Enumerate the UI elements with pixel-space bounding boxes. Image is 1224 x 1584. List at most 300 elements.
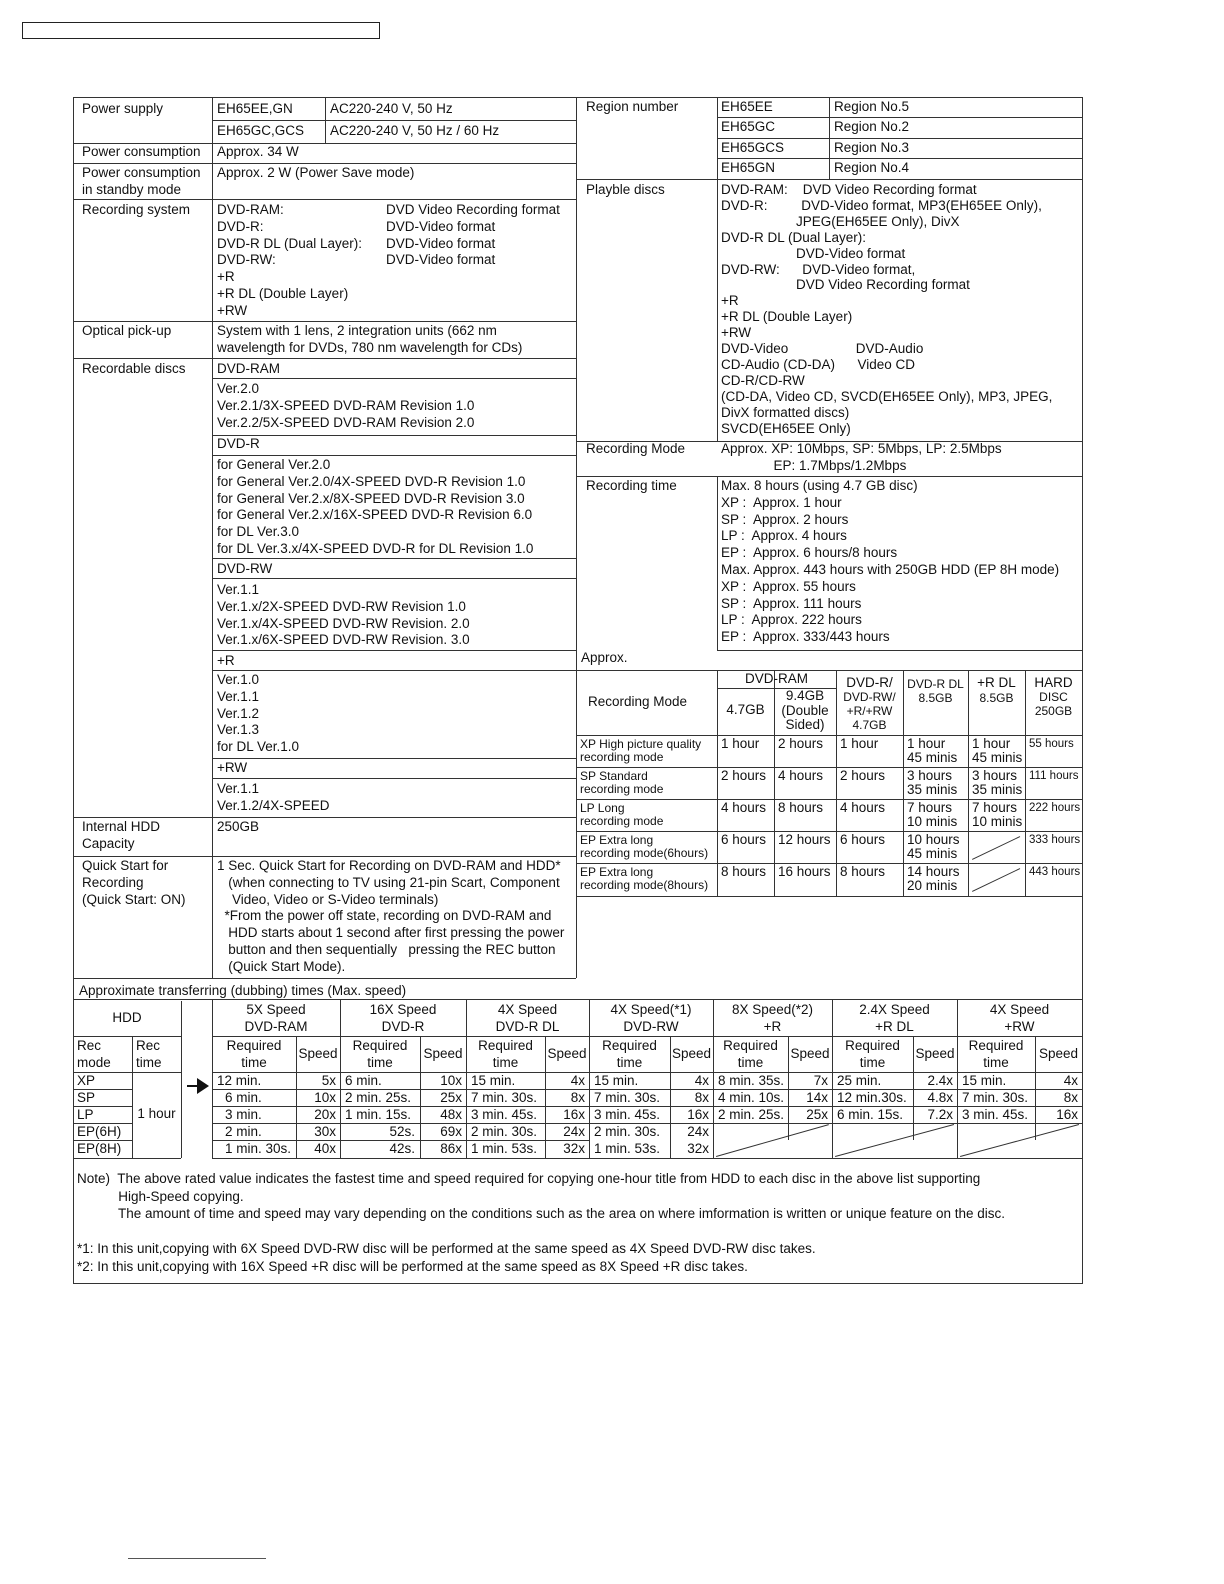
rule-h xyxy=(717,117,1082,118)
playable-discs-text: SVCD(EH65EE Only) xyxy=(721,420,851,436)
region-model: EH65GCS xyxy=(721,139,785,155)
required-time-value: 52s. xyxy=(389,1123,415,1139)
recording-time-label: Recording time xyxy=(586,478,677,493)
mode-table-cell: 443 hours xyxy=(1029,866,1081,878)
mode-table-cell: 1 hour xyxy=(907,736,946,751)
speed-header: Speed xyxy=(298,1046,338,1061)
optical-pickup-text: System with 1 lens, 2 integration units (662 nm xyxy=(217,323,497,338)
speed-value: 25x xyxy=(440,1089,462,1105)
dubbing-title: Approximate transferring (dubbing) times (Max. speed) xyxy=(79,983,407,998)
required-time-header: Required xyxy=(602,1038,657,1053)
rule-h xyxy=(212,650,576,651)
mode-table-cell: 111 hours xyxy=(1029,770,1079,782)
recordable-disc-version: Ver.1.1 xyxy=(217,582,260,597)
recordable-disc-version: Ver.2.0 xyxy=(217,381,260,396)
mode-table-corner: Recording Mode xyxy=(588,694,688,709)
required-time-value: 2 min. 25s. xyxy=(718,1106,785,1122)
region-value: Region No.3 xyxy=(834,139,910,155)
speed-value: 16x xyxy=(563,1106,585,1122)
mode-table-cell: 8 hours xyxy=(778,800,824,815)
recording-system-disc: +R DL (Double Layer) xyxy=(217,286,349,301)
rec-mode-value: XP xyxy=(77,1072,96,1088)
speed-value: 4.8x xyxy=(927,1089,953,1105)
mode-table-header: 8.5GB xyxy=(918,691,953,705)
rule-h xyxy=(212,1158,1082,1159)
rule-h xyxy=(212,578,576,579)
rule-h xyxy=(212,856,576,857)
recording-system-disc: +R xyxy=(217,269,235,285)
recordable-disc-version: Ver.2.2/5X-SPEED DVD-RAM Revision 2.0 xyxy=(217,414,475,430)
required-time-value: 4 min. 10s. xyxy=(718,1089,785,1105)
mode-table-row-label: recording mode xyxy=(580,782,664,796)
speed-value: 32x xyxy=(563,1140,585,1156)
rule-h xyxy=(212,358,576,359)
standby-value: Approx. 2 W (Power Save mode) xyxy=(217,165,415,180)
playable-discs-text: (CD-DA, Video CD, SVCD(EH65EE Only), MP3, JPEG, xyxy=(721,388,1053,404)
mode-table-cell: 6 hours xyxy=(840,832,886,847)
speed-value: 48x xyxy=(440,1106,462,1122)
mode-table-cell: 8 hours xyxy=(721,864,767,879)
speed-header: Speed xyxy=(790,1046,830,1061)
playable-discs-text: JPEG(EH65EE Only), DivX xyxy=(721,213,960,229)
speed-value: 8x xyxy=(570,1089,585,1105)
dubbing-disc-header: 8X Speed(*2) xyxy=(731,1002,814,1017)
region-value: Region No.4 xyxy=(834,159,910,175)
speed-value: 40x xyxy=(314,1140,336,1156)
mode-table-cell: 3 hours xyxy=(972,768,1018,783)
rule-h xyxy=(212,321,576,322)
mode-table-cell: 10 hours xyxy=(907,832,960,847)
rec-time-header: Rec xyxy=(136,1038,161,1053)
rec-mode-value: SP xyxy=(77,1089,96,1105)
recording-system-disc: DVD-RAM: xyxy=(217,202,284,217)
required-time-value: 6 min. xyxy=(345,1072,382,1088)
dubbing-hdd-header: HDD xyxy=(112,1010,142,1025)
recording-system-label: Recording system xyxy=(82,202,191,217)
recording-mode-text: Approx. XP: 10Mbps, SP: 5Mbps, LP: 2.5Mbps xyxy=(721,441,1002,456)
mode-table-cell: 4 hours xyxy=(721,800,767,815)
recordable-disc-version: Ver.1.1 xyxy=(217,688,260,704)
speed-value: 8x xyxy=(1063,1089,1078,1105)
rule-h xyxy=(577,896,1082,897)
playable-discs-text: +R DL (Double Layer) xyxy=(721,309,853,325)
mode-table-cell: 8 hours xyxy=(840,864,886,879)
recordable-disc-type: DVD-R xyxy=(217,436,260,451)
required-time-value: 3 min. xyxy=(225,1106,262,1122)
rec-time-value: 1 hour xyxy=(137,1106,176,1121)
dubbing-disc-header: +R xyxy=(763,1018,782,1034)
rule-h xyxy=(576,476,1082,477)
mode-table-header: DVD-R/ xyxy=(846,675,893,690)
mode-table-cell: 7 hours xyxy=(907,800,953,815)
rule-h xyxy=(212,455,576,456)
mode-table-header: 250GB xyxy=(1034,704,1073,718)
mode-table-cell: 35 minis xyxy=(972,781,1023,797)
speed-value: 4x xyxy=(1063,1072,1078,1088)
rule-h xyxy=(576,179,1082,180)
quick-start-text: (when connecting to TV using 21-pin Scart, Component xyxy=(217,874,560,890)
quick-start-text: HDD starts about 1 second after first pressing the power xyxy=(217,925,565,941)
playable-discs-text: CD-R/CD-RW xyxy=(721,372,805,388)
required-time-value: 6 min. xyxy=(225,1089,262,1105)
rule-h xyxy=(212,378,576,379)
required-time-value: 2 min. 30s. xyxy=(594,1123,661,1139)
required-time-value: 1 min. 15s. xyxy=(345,1106,412,1122)
recording-system-format: DVD-Video format xyxy=(386,218,496,234)
playable-discs-text: DVD-Video format xyxy=(721,245,906,261)
mode-table-row-label: recording mode(6hours) xyxy=(580,846,709,860)
power-supply-value: AC220-240 V, 50 Hz / 60 Hz xyxy=(330,123,500,138)
recording-time-text: SP : Approx. 2 hours xyxy=(721,511,849,527)
required-time-value: 15 min. xyxy=(594,1072,639,1088)
speed-value: 10x xyxy=(314,1089,336,1105)
mode-table-cell: 3 hours xyxy=(907,768,953,783)
rec-mode-value: EP(8H) xyxy=(77,1140,122,1156)
rule-h xyxy=(73,978,576,979)
recordable-disc-version: for General Ver.2.x/16X-SPEED DVD-R Revision 6.0 xyxy=(217,507,533,523)
recordable-disc-version: Ver.1.1 xyxy=(217,781,260,796)
speed-value: 14x xyxy=(806,1089,828,1105)
required-time-header: time xyxy=(859,1054,886,1070)
required-time-header: time xyxy=(367,1054,393,1070)
required-time-header: time xyxy=(616,1054,643,1070)
rule-h xyxy=(212,120,576,121)
recording-system-disc: DVD-RW: xyxy=(217,252,276,268)
hdd-value: 250GB xyxy=(217,819,260,834)
speed-value: 7x xyxy=(813,1072,828,1088)
mode-table-cell: 2 hours xyxy=(840,768,886,783)
power-supply-label: Power supply xyxy=(82,101,164,116)
approx-label: Approx. xyxy=(581,650,628,665)
mode-table-header: +R/+RW xyxy=(846,704,893,718)
required-time-value: 12 min. xyxy=(217,1072,262,1088)
rule-h xyxy=(212,163,576,164)
rule-h xyxy=(212,199,576,200)
mode-table-cell: 1 hour xyxy=(972,736,1011,751)
mode-table-row-label: recording mode xyxy=(580,750,664,764)
mode-table-cell: 35 minis xyxy=(907,781,958,797)
required-time-value: 7 min. 30s. xyxy=(471,1089,538,1105)
rule-h xyxy=(212,758,576,759)
mode-table-cell: 55 hours xyxy=(1029,738,1074,750)
power-consumption-label: Power consumption xyxy=(82,144,201,159)
quick-start-label: Quick Start for xyxy=(82,858,169,873)
mode-table-cell: 2 hours xyxy=(721,768,767,783)
recordable-disc-version: for DL Ver.1.0 xyxy=(217,739,300,755)
speed-value: 7.2x xyxy=(927,1106,953,1122)
mode-table-cell: 4 hours xyxy=(840,800,886,815)
quick-start-text: Video, Video or S-Video terminals) xyxy=(217,891,439,907)
rule-h xyxy=(73,358,212,359)
required-time-header: Required xyxy=(968,1038,1024,1053)
dubbing-disc-header: DVD-RW xyxy=(623,1018,679,1034)
rule-h xyxy=(73,856,212,857)
footer-rule xyxy=(128,1558,266,1559)
required-time-value: 7 min. 30s. xyxy=(962,1089,1029,1105)
header-box xyxy=(22,22,380,39)
recordable-discs-label: Recordable discs xyxy=(82,361,186,376)
required-time-value: 2 min. 30s. xyxy=(471,1123,538,1139)
hdd-label: Internal HDD xyxy=(82,819,161,834)
required-time-header: Required xyxy=(478,1038,533,1053)
speed-value: 4x xyxy=(694,1072,709,1088)
speed-value: 4x xyxy=(570,1072,585,1088)
mode-table-row-label: recording mode xyxy=(580,814,664,828)
speed-value: 32x xyxy=(687,1140,709,1156)
region-model: EH65GN xyxy=(721,159,776,175)
required-time-header: Required xyxy=(723,1038,778,1053)
rule-v xyxy=(132,1036,133,1158)
rule-v xyxy=(212,97,213,978)
recordable-disc-type: DVD-RAM xyxy=(217,361,280,376)
required-time-value: 2 min. 25s. xyxy=(345,1089,412,1105)
required-time-header: time xyxy=(492,1054,519,1070)
rule-h xyxy=(212,670,576,671)
rule-h xyxy=(73,1036,181,1037)
required-time-value: 6 min. 15s. xyxy=(837,1106,904,1122)
dubbing-disc-header: DVD-RAM xyxy=(244,1018,308,1034)
mode-table-row-label: LP Long xyxy=(580,801,625,815)
speed-header: Speed xyxy=(915,1046,955,1061)
playable-discs-text: DVD-RW: DVD-Video format, xyxy=(721,261,916,277)
dubbing-disc-header: DVD-R xyxy=(381,1018,425,1034)
recording-system-disc: DVD-R: xyxy=(217,218,264,234)
rec-mode-value: EP(6H) xyxy=(77,1123,122,1139)
optical-pickup-text: wavelength for DVDs, 780 nm wavelength for CDs) xyxy=(217,339,523,355)
playable-discs-text: DVD-RAM: DVD Video Recording format xyxy=(721,182,977,197)
recording-time-text: SP : Approx. 111 hours xyxy=(721,595,862,611)
rec-mode-value: LP xyxy=(77,1106,94,1122)
rule-h xyxy=(73,321,212,322)
mode-table-header: DVD-R DL xyxy=(907,677,964,691)
rule-h xyxy=(73,199,212,200)
mode-table-cell: 1 hour xyxy=(840,736,879,751)
region-number-label: Region number xyxy=(586,99,679,114)
speed-value: 20x xyxy=(314,1106,336,1122)
mode-table-cell: 222 hours xyxy=(1029,802,1081,814)
recordable-disc-version: for General Ver.2.0/4X-SPEED DVD-R Revision 1.0 xyxy=(217,473,526,489)
playable-discs-label: Playble discs xyxy=(586,182,665,197)
recordable-disc-version: for DL Ver.3.x/4X-SPEED DVD-R for DL Revision 1.0 xyxy=(217,541,534,556)
playable-discs-text: +R xyxy=(721,293,739,309)
playable-discs-text: DVD-R DL (Dual Layer): xyxy=(721,229,867,245)
recording-time-text: XP : Approx. 55 hours xyxy=(721,578,856,594)
mode-table-cell: 20 minis xyxy=(907,877,958,893)
recording-system-disc: +RW xyxy=(217,302,248,318)
mode-table-cell: 45 minis xyxy=(907,845,958,861)
recordable-disc-version: Ver.2.1/3X-SPEED DVD-RAM Revision 1.0 xyxy=(217,397,475,413)
mode-table-cell: 12 hours xyxy=(778,832,831,847)
recordable-disc-version: Ver.1.2 xyxy=(217,705,260,721)
playable-discs-text: +RW xyxy=(721,325,752,341)
mode-table-cell: 1 hour xyxy=(721,736,760,751)
dubbing-disc-header: +R DL xyxy=(875,1018,914,1034)
speed-value: 86x xyxy=(440,1140,462,1156)
dubbing-disc-header: 2.4X Speed xyxy=(859,1002,930,1017)
mode-table-row-label: EP Extra long xyxy=(580,833,654,847)
required-time-value: 7 min. 30s. xyxy=(594,1089,661,1105)
quick-start-text: (Quick Start Mode). xyxy=(217,958,346,974)
mode-table-cell: 45 minis xyxy=(907,749,958,765)
required-time-value: 2 min. xyxy=(225,1123,262,1139)
required-time-value: 42s. xyxy=(389,1140,415,1156)
mode-table-header: DISC xyxy=(1039,690,1068,704)
region-value: Region No.5 xyxy=(834,99,910,114)
speed-value: 69x xyxy=(440,1123,462,1139)
required-time-value: 1 min. 53s. xyxy=(594,1140,661,1156)
mode-table-row-label: SP Standard xyxy=(580,769,648,783)
required-time-value: 3 min. 45s. xyxy=(962,1106,1029,1122)
rule-v xyxy=(181,1001,182,1158)
playable-discs-text: DVD-R: DVD-Video format, MP3(EH65EE Only), xyxy=(721,197,1042,213)
mode-table-header: 4.7GB xyxy=(726,702,765,717)
recordable-disc-type: +R xyxy=(217,653,235,668)
mode-table-row-label: XP High picture quality xyxy=(580,737,702,751)
mode-table-header: Sided) xyxy=(785,717,825,732)
rule-h xyxy=(212,558,576,559)
recordable-disc-type: +RW xyxy=(217,760,248,775)
speed-value: 16x xyxy=(1056,1106,1078,1122)
rule-h xyxy=(212,1036,1082,1037)
recording-system-format: DVD-Video format xyxy=(386,235,496,251)
playable-discs-text: CD-Audio (CD-DA) Video CD xyxy=(721,356,916,372)
region-value: Region No.2 xyxy=(834,119,910,135)
speed-value: 30x xyxy=(314,1123,336,1139)
quick-start-label: Recording xyxy=(82,874,144,890)
mode-table-header: (Double xyxy=(781,703,829,718)
required-time-value: 1 min. 53s. xyxy=(471,1140,538,1156)
rule-h xyxy=(212,435,576,436)
standby-label: Power consumption xyxy=(82,165,201,180)
required-time-header: Required xyxy=(845,1038,900,1053)
mode-table-header: 9.4GB xyxy=(785,688,825,703)
note-line: *2: In this unit,copying with 16X Speed +R disc will be performed at the same speed as 8X Speed +R disc takes. xyxy=(77,1258,748,1274)
required-time-header: time xyxy=(241,1054,267,1070)
mode-table-header: 8.5GB xyxy=(979,691,1014,705)
speed-header: Speed xyxy=(547,1046,587,1061)
required-time-value: 25 min. xyxy=(837,1072,882,1088)
required-time-value: 1 min. 30s. xyxy=(225,1140,292,1156)
rule-v xyxy=(717,476,718,650)
rule-h xyxy=(73,1158,132,1159)
required-time-value: 15 min. xyxy=(962,1072,1007,1088)
dubbing-disc-header: 4X Speed xyxy=(497,1002,558,1017)
recording-system-format: DVD-Video format xyxy=(386,252,496,268)
rec-time-header: time xyxy=(136,1054,162,1070)
recordable-disc-version: for General Ver.2.0 xyxy=(217,457,331,472)
rule-h xyxy=(717,650,1082,651)
speed-value: 2.4x xyxy=(927,1072,953,1088)
required-time-header: Required xyxy=(352,1038,408,1053)
power-consumption-value: Approx. 34 W xyxy=(217,144,299,159)
speed-value: 25x xyxy=(806,1106,828,1122)
optical-pickup-label: Optical pick-up xyxy=(82,323,172,338)
recording-time-text: Max. Approx. 443 hours with 250GB HDD (EP 8H mode) xyxy=(721,562,1060,577)
recordable-disc-version: Ver.1.3 xyxy=(217,722,260,738)
recordable-disc-version: Ver.1.x/4X-SPEED DVD-RW Revision. 2.0 xyxy=(217,615,470,631)
note-line: High-Speed copying. xyxy=(77,1188,244,1204)
standby-label: in standby mode xyxy=(82,181,182,197)
recordable-disc-type: DVD-RW xyxy=(217,561,273,576)
recording-time-text: XP : Approx. 1 hour xyxy=(721,494,842,510)
arrow-right-icon xyxy=(187,1077,211,1098)
playable-discs-text: DivX formatted discs) xyxy=(721,404,850,420)
quick-start-text: button and then sequentially pressing the REC button xyxy=(217,942,556,957)
speed-value: 16x xyxy=(687,1106,709,1122)
rule-v xyxy=(576,97,577,978)
required-time-header: time xyxy=(983,1054,1009,1070)
region-model: EH65EE xyxy=(721,99,773,114)
rule-v xyxy=(1082,999,1083,1158)
recordable-disc-version: Ver.1.x/2X-SPEED DVD-RW Revision 1.0 xyxy=(217,598,466,614)
rule-h xyxy=(73,817,212,818)
speed-value: 5x xyxy=(321,1072,336,1088)
recordable-disc-version: Ver.1.2/4X-SPEED xyxy=(217,797,330,813)
speed-header: Speed xyxy=(1038,1046,1079,1061)
mode-table-header: DVD-RW/ xyxy=(843,690,896,704)
mode-table-cell: 10 minis xyxy=(907,813,958,829)
required-time-value: 12 min.30s. xyxy=(837,1089,907,1105)
mode-table-cell: 16 hours xyxy=(778,864,831,879)
rule-v xyxy=(717,97,718,441)
mode-table-cell: 2 hours xyxy=(778,736,824,751)
recordable-disc-version: Ver.1.0 xyxy=(217,672,260,687)
required-time-header: time xyxy=(737,1054,764,1070)
dubbing-disc-header: 4X Speed(*1) xyxy=(610,1002,692,1017)
power-supply-model: EH65EE,GN xyxy=(217,101,293,116)
speed-header: Speed xyxy=(671,1046,712,1061)
mode-table-cell: 4 hours xyxy=(778,768,824,783)
dubbing-disc-header: DVD-R DL xyxy=(495,1018,560,1034)
mode-table-row-label: EP Extra long xyxy=(580,865,654,879)
mode-table-header: 4.7GB xyxy=(852,718,887,732)
rule-h xyxy=(212,817,576,818)
note-line: Note) The above rated value indicates the fastest time and speed required for copying one-hour title from HDD to each disc in the above list supporting xyxy=(77,1171,981,1186)
playable-discs-text: DVD Video Recording format xyxy=(721,277,970,293)
dubbing-disc-header: 4X Speed xyxy=(989,1002,1050,1017)
recording-time-text: EP : Approx. 6 hours/8 hours xyxy=(721,545,898,561)
dubbing-disc-header: +RW xyxy=(1004,1018,1035,1034)
recording-time-text: LP : Approx. 222 hours xyxy=(721,612,862,628)
recording-time-text: EP : Approx. 333/443 hours xyxy=(721,629,890,645)
required-time-value: 3 min. 45s. xyxy=(594,1106,661,1122)
recording-mode-label: Recording Mode xyxy=(586,441,686,456)
power-supply-model: EH65GC,GCS xyxy=(217,123,305,138)
speed-value: 10x xyxy=(440,1072,462,1088)
recording-mode-text: EP: 1.7Mbps/1.2Mbps xyxy=(721,457,907,473)
speed-value: 8x xyxy=(694,1089,709,1105)
mode-table-header: +R DL xyxy=(977,675,1016,690)
rec-mode-header: Rec xyxy=(77,1038,102,1053)
mode-table-row-label: recording mode(8hours) xyxy=(580,878,709,892)
required-time-header: Required xyxy=(226,1038,282,1053)
mode-table-header: HARD xyxy=(1034,675,1073,690)
region-model: EH65GC xyxy=(721,119,776,135)
rec-mode-header: mode xyxy=(77,1054,111,1070)
note-line: The amount of time and speed may vary depending on the conditions such as the area on where imformation is written or unique feature on the disc. xyxy=(77,1206,1006,1221)
mode-table-header: DVD-RAM xyxy=(745,671,808,686)
dubbing-disc-header: 5X Speed xyxy=(246,1002,306,1017)
recording-system-disc: DVD-R DL (Dual Layer): xyxy=(217,235,363,251)
mode-table-cell: 45 minis xyxy=(972,749,1023,765)
speed-value: 24x xyxy=(687,1123,709,1139)
required-time-value: 15 min. xyxy=(471,1072,516,1088)
note-line: *1: In this unit,copying with 6X Speed DVD-RW disc will be performed at the same speed as 4X Speed DVD-RW disc takes. xyxy=(77,1241,816,1256)
recording-time-text: Max. 8 hours (using 4.7 GB disc) xyxy=(721,478,918,493)
mode-table-cell: 10 minis xyxy=(972,813,1023,829)
playable-discs-text: DVD-Video DVD-Audio xyxy=(721,341,924,356)
rule-h xyxy=(717,158,1082,159)
